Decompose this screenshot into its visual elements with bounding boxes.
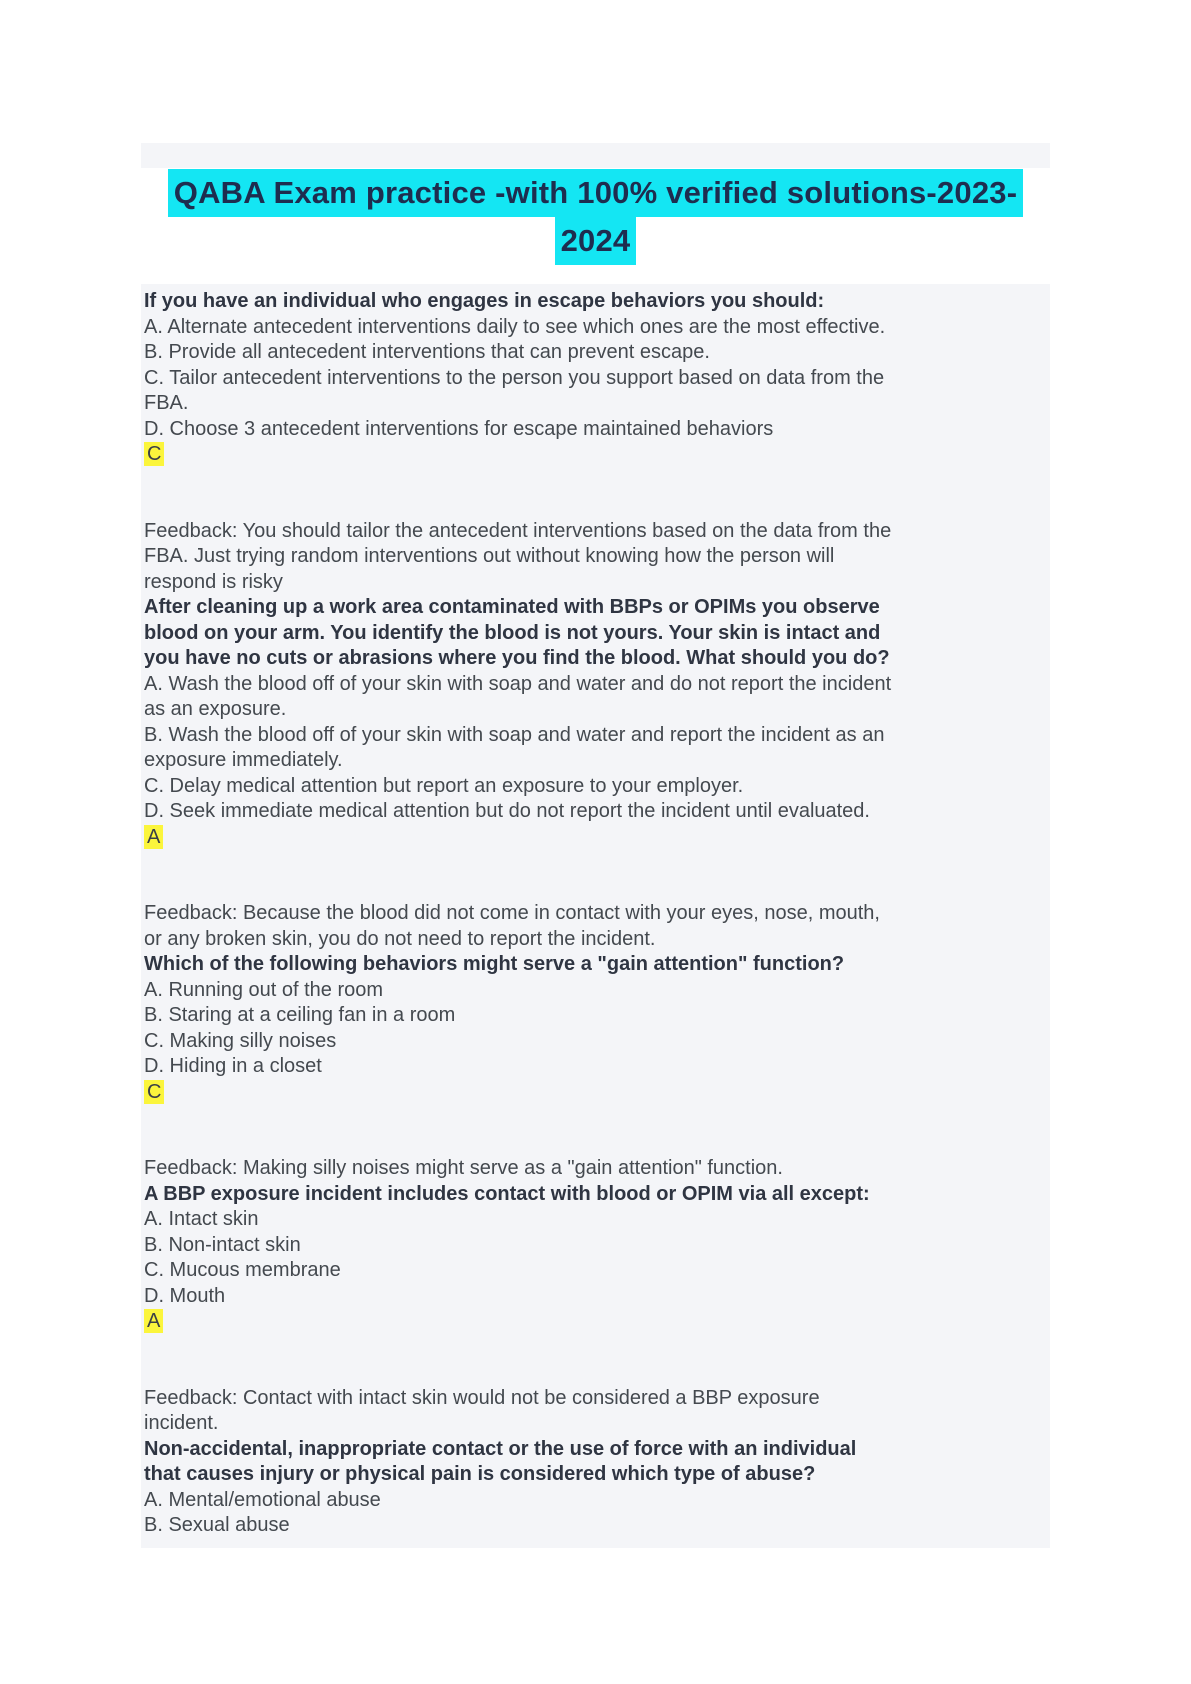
feedback-text: Feedback: Making silly noises might serve as a "gain attention" function.: [144, 1157, 783, 1179]
spacer: [144, 1335, 1048, 1386]
option-line: B. Sexual abuse: [144, 1514, 290, 1536]
feedback-text: or any broken skin, you do not need to report the incident.: [144, 927, 656, 950]
option-line: C. Tailor antecedent interventions to the person you support based on data from the: [144, 366, 885, 389]
option-line: exposure immediately.: [144, 749, 343, 771]
option-line: D. Choose 3 antecedent interventions for escape maintained behaviors: [144, 417, 774, 440]
option-line: D. Mouth: [144, 1284, 226, 1307]
question-text: After cleaning up a work area contaminated with BBPs or OPIMs you observe: [144, 596, 880, 618]
option-line: A. Mental/emotional abuse: [144, 1488, 381, 1511]
answer-line: [144, 1080, 1048, 1106]
option-line: B. Non-intact skin: [144, 1233, 301, 1256]
spacer: [144, 1105, 1048, 1156]
question-text: If you have an individual who engages in escape behaviors you should:: [144, 290, 825, 312]
option-line: C. Mucous membrane: [144, 1259, 341, 1281]
title-line-2: [0, 217, 1191, 265]
option-line: A. Wash the blood off of your skin with soap and water and do not report the incident: [144, 672, 892, 695]
document-title: [0, 169, 1191, 265]
option-line: as an exposure.: [144, 698, 287, 720]
answer-badge: A: [144, 825, 163, 849]
question-text: you have no cuts or abrasions where you find the blood. What should you do?: [144, 647, 890, 669]
option-line: A. Alternate antecedent interventions daily to see which ones are the most effective.: [144, 315, 886, 338]
answer-line: [144, 825, 1048, 851]
question-text: that causes injury or physical pain is considered which type of abuse?: [144, 1463, 816, 1485]
spacer: [144, 850, 1048, 901]
question-text: blood on your arm. You identify the blood is not yours. Your skin is intact and: [144, 621, 881, 644]
option-line: D. Seek immediate medical attention but do not report the incident until evaluated.: [144, 800, 870, 822]
option-line: B. Wash the blood off of your skin with soap and water and report the incident as an: [144, 723, 885, 746]
page-header-strip: [141, 143, 1050, 168]
answer-badge: C: [144, 442, 164, 466]
option-line: C. Making silly noises: [144, 1029, 337, 1052]
question-text: A BBP exposure incident includes contact with blood or OPIM via all except:: [144, 1182, 870, 1205]
answer-badge: A: [144, 1309, 163, 1333]
title-line-1: [0, 169, 1191, 217]
answer-line: [144, 442, 1048, 468]
feedback-text: incident.: [144, 1412, 219, 1434]
feedback-text: respond is risky: [144, 570, 283, 593]
answer-line: [144, 1309, 1048, 1335]
question-text: Which of the following behaviors might serve a "gain attention" function?: [144, 953, 845, 975]
option-line: FBA.: [144, 392, 189, 414]
title-highlight-1: QABA Exam practice -with 100% verified solutions-2023-: [168, 169, 1023, 217]
option-line: C. Delay medical attention but report an exposure to your employer.: [144, 774, 744, 797]
option-line: B. Provide all antecedent interventions that can prevent escape.: [144, 341, 710, 363]
option-line: D. Hiding in a closet: [144, 1055, 322, 1077]
content-panel: [141, 284, 1050, 1548]
option-line: B. Staring at a ceiling fan in a room: [144, 1004, 456, 1026]
option-line: A. Intact skin: [144, 1208, 259, 1230]
question-text: Non-accidental, inappropriate contact or the use of force with an individual: [144, 1437, 857, 1460]
spacer: [144, 468, 1048, 519]
title-highlight-2: 2024: [555, 217, 637, 265]
feedback-text: Feedback: You should tailor the antecedent interventions based on the data from the: [144, 519, 892, 542]
answer-badge: C: [144, 1080, 164, 1104]
feedback-text: Feedback: Because the blood did not come in contact with your eyes, nose, mouth,: [144, 902, 880, 924]
option-line: A. Running out of the room: [144, 978, 384, 1001]
feedback-text: FBA. Just trying random interventions out without knowing how the person will: [144, 545, 835, 567]
feedback-text: Feedback: Contact with intact skin would not be considered a BBP exposure: [144, 1386, 820, 1409]
